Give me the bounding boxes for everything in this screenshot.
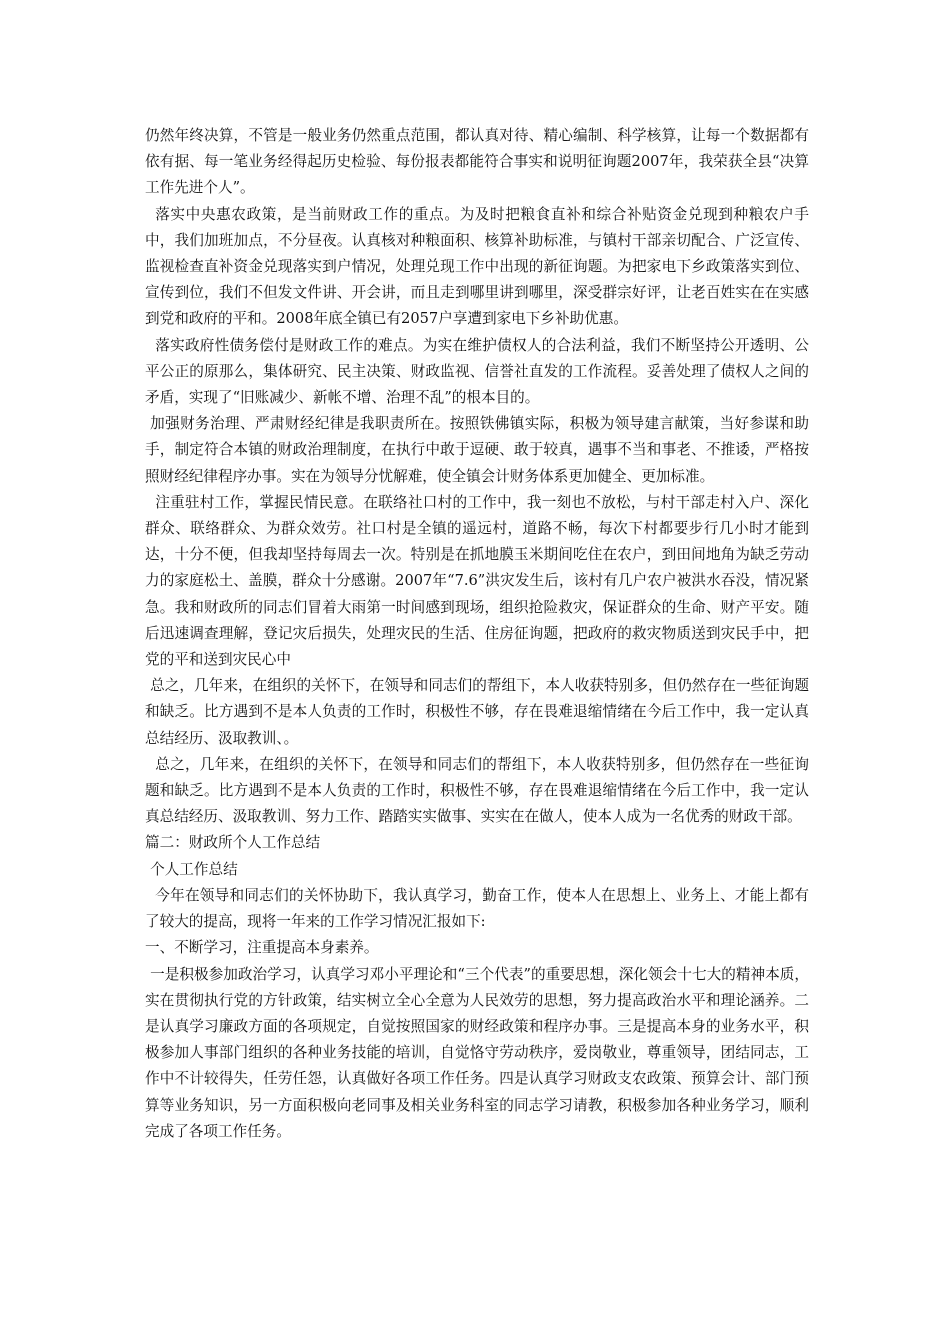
document-page: [145, 123, 809, 1145]
paragraph-village-work: 注重驻村工作，掌握民情民意。在联络社口村的工作中，我一刻也不放松，与村干部走村入户、深化群众、联络群众、为群众效劳。社口村是全镇的遥远村，道路不畅，每次下村都要步行几小时才能到达，十分不便，但我却坚持每周去一次。特别是在抓地膜玉米期间吃住在农户，到田间地角为缺乏劳动力的家庭松土、盖膜，群众十分感谢。2007年“7.6”洪灾发生后，该村有几户农户被洪水吞没，情况紧急。我和财政所的同志们冒着大雨第一时间感到现场，组织抢险救灾，保证群众的生命、财产平安。随后迅速调查理解，登记灾后损失，处理灾民的生活、住房征询题，把政府的救灾物质送到灾民手中，把党的平和送到灾民心中: [145, 493, 809, 669]
paragraph-summary-second: 总之，几年来，在组织的关怀下，在领导和同志们的帮组下，本人收获特别多，但仍然存在一些征询题和缺乏。比方遇到不是本人负责的工作时，积极性不够，存在畏难退缩情绪在今后工作中，我一定认真总结经历、汲取教训、努力工作、踏踏实实做事、实实在在做人，使本人成为一名优秀的财政干部。: [145, 755, 809, 826]
paragraph-final-accounts: 仍然年终决算，不管是一般业务仍然重点范围，都认真对待、精心编制、科学核算，让每一个数据都有依有据、每一笔业务经得起历史检验、每份报表都能符合事实和说明征询题2007年，我荣获全县“决算工作先进个人”。: [145, 127, 809, 197]
paragraph-agricultural-policy: 落实中央惠农政策，是当前财政工作的重点。为及时把粮食直补和综合补贴资金兑现到种粮农户手中，我们加班加点，不分昼夜。认真核对种粮面积、核算补助标准，与镇村干部亲切配合、广泛宣传、监视检查直补资金兑现落实到户情况，处理兑现工作中出现的新征询题。为把家电下乡政策落实到位、宣传到位，我们不但发文件讲、开会讲，而且走到哪里讲到哪里，深受群宗好评，让老百姓实在在实感到党和政府的平和。2008年底全镇已有2057户享遭到家电下乡补助优惠。: [145, 205, 809, 328]
section-title-personal-summary: 个人工作总结: [150, 860, 238, 878]
subheading-continuous-learning: 一、不断学习，注重提高本身素养。: [145, 939, 379, 957]
paragraph-introduction: 今年在领导和同志们的关怀协助下，我认真学习，勤奋工作，使本人在思想上、业务上、才能上都有了较大的提高，现将一年来的工作学习情况汇报如下:: [145, 886, 809, 931]
paragraph-summary-first: 总之，几年来，在组织的关怀下，在领导和同志们的帮组下，本人收获特别多，但仍然存在一些征询题和缺乏。比方遇到不是本人负责的工作时，积极性不够，存在畏难退缩情绪在今后工作中，我一定认真总结经历、汲取教训、。: [145, 677, 809, 747]
section-heading-part-two: 篇二：财政所个人工作总结: [145, 834, 321, 852]
paragraph-government-debt: 落实政府性债务偿付是财政工作的难点。为实在维护债权人的合法利益，我们不断坚持公开透明、公平公正的原那么，集体研究、民主决策、财政监视、信誉社直发的工作流程。妥善处理了债权人之间的矛盾，实现了“旧账减少、新帐不增、治理不乱”的根本目的。: [145, 336, 809, 407]
paragraph-learning-details: 一是积极参加政治学习，认真学习邓小平理论和“三个代表”的重要思想，深化领会十七大的精神本质，实在贯彻执行党的方针政策，结实树立全心全意为人民效劳的思想，努力提高政治水平和理论涵养。二是认真学习廉政方面的各项规定，自觉按照国家的财经政策和程序办事。三是提高本身的业务水平，积极参加人事部门组织的各种业务技能的培训，自觉恪守劳动秩序，爱岗敬业，尊重领导，团结同志，工作中不计较得失，任劳任怨，认真做好各项工作任务。四是认真学习财政支农政策、预算会计、部门预算等业务知识，另一方面积极向老同事及相关业务科室的同志学习请教，积极参加各种业务学习，顺利完成了各项工作任务。: [145, 965, 809, 1140]
paragraph-financial-management: 加强财务治理、严肃财经纪律是我职责所在。按照铁佛镇实际，积极为领导建言献策，当好参谋和助手，制定符合本镇的财政治理制度，在执行中敢于逗硬、敢于较真，遇事不当和事老、不推诿，严格按照财经纪律程序办事。实在为领导分忧解难，使全镇会计财务体系更加健全、更加标准。: [145, 415, 809, 485]
